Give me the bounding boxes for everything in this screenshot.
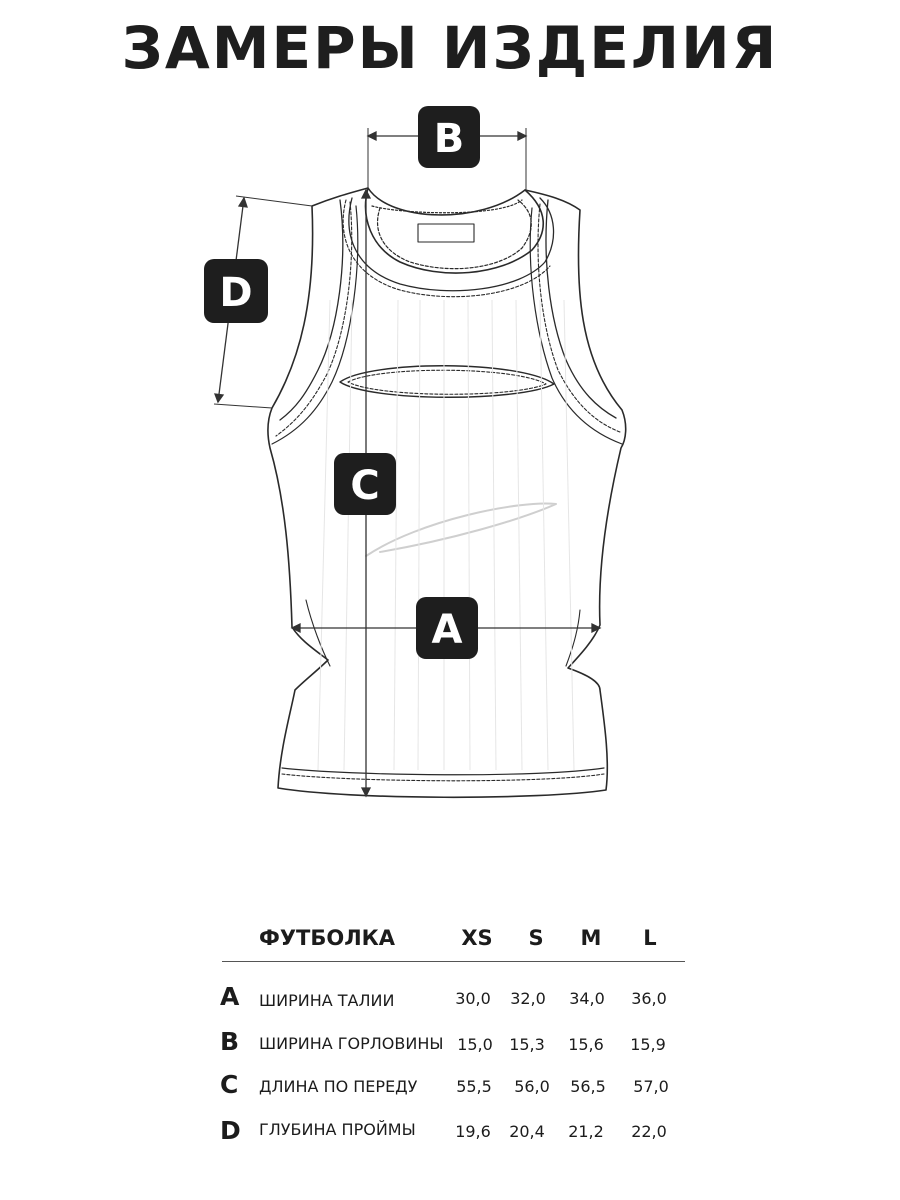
badge-d — [204, 259, 268, 323]
cell-value: 15,0 — [457, 1035, 493, 1054]
cell-value: 15,6 — [568, 1035, 604, 1054]
row-label: ДЛИНА ПО ПЕРЕДУ — [259, 1077, 418, 1096]
size-header-s: S — [528, 926, 544, 950]
row-label: ГЛУБИНА ПРОЙМЫ — [259, 1120, 416, 1139]
cell-value: 55,5 — [456, 1077, 492, 1096]
size-header-m: M — [580, 926, 602, 950]
row-letter-c: C — [220, 1070, 239, 1099]
cell-value: 34,0 — [569, 989, 605, 1008]
garment-outline — [268, 188, 626, 797]
badge-d-label: D — [219, 270, 253, 316]
size-header-xs: XS — [461, 926, 493, 950]
badge-c — [334, 453, 396, 515]
row-letter-b: B — [220, 1027, 240, 1056]
hem — [282, 768, 604, 775]
cell-value: 30,0 — [455, 989, 491, 1008]
neck-tag — [418, 224, 474, 242]
cell-value: 36,0 — [631, 989, 667, 1008]
size-header-l: L — [643, 926, 657, 950]
row-label: ШИРИНА ТАЛИИ — [259, 991, 395, 1010]
armhole-left — [280, 200, 343, 420]
cell-value: 22,0 — [631, 1122, 667, 1141]
row-label: ШИРИНА ГОРЛОВИНЫ — [259, 1034, 444, 1053]
badge-b — [418, 106, 480, 168]
header-divider — [222, 961, 685, 962]
badge-a — [416, 597, 478, 659]
cell-value: 20,4 — [509, 1122, 545, 1141]
page-title: ЗАМЕРЫ ИЗДЕЛИЯ — [121, 14, 779, 82]
row-letter-a: A — [220, 982, 240, 1011]
product-name: ФУТБОЛКА — [259, 926, 396, 950]
neckline — [366, 188, 544, 273]
cell-value: 32,0 — [510, 989, 546, 1008]
badge-a-label: A — [431, 607, 463, 653]
cell-value: 56,0 — [514, 1077, 550, 1096]
row-letter-d: D — [220, 1116, 241, 1145]
badge-b-label: B — [433, 116, 465, 162]
cell-value: 15,3 — [509, 1035, 545, 1054]
cell-value: 57,0 — [633, 1077, 669, 1096]
cell-value: 19,6 — [455, 1122, 491, 1141]
cell-value: 56,5 — [570, 1077, 606, 1096]
cell-value: 21,2 — [568, 1122, 604, 1141]
badge-c-label: C — [350, 463, 380, 509]
cell-value: 15,9 — [630, 1035, 666, 1054]
